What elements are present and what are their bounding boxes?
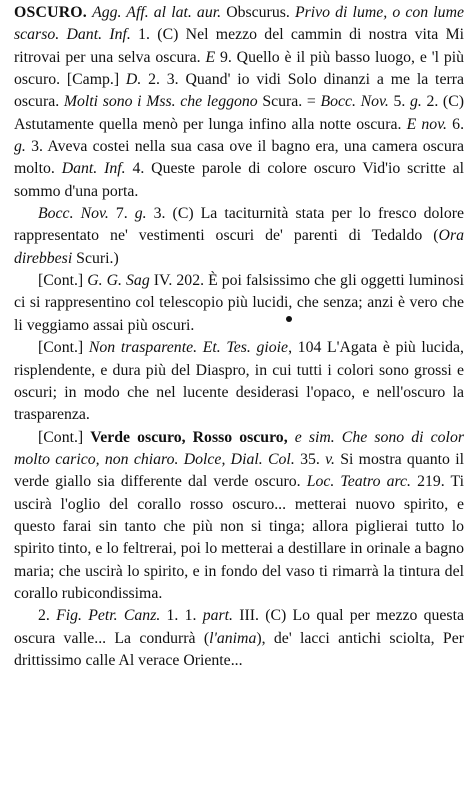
text-run: [Cont.] bbox=[38, 272, 88, 290]
text-run: Non trasparente. Et. Tes. gioie bbox=[88, 339, 289, 357]
text-run: [Cont.] bbox=[38, 339, 89, 357]
text-run: part. bbox=[202, 607, 234, 625]
text-run: 2. bbox=[38, 607, 57, 625]
text-run: Agg. Aff. al lat. aur. bbox=[92, 4, 222, 21]
headword: OSCURO. bbox=[14, 4, 87, 21]
text-run: 3. (C) La taciturnità stata per lo fresco dolore rappresentato ne' vestimenti oscuri de' parenti di Tedaldo ( bbox=[14, 205, 464, 245]
text-run: 4. Queste parole di colore oscuro Vid'io scritte al sommo d'una porta. bbox=[14, 160, 464, 200]
text-run: 1. 1. bbox=[160, 607, 203, 625]
text-run: l'anima bbox=[209, 629, 257, 647]
ink-dot bbox=[286, 316, 292, 322]
text-run: 219. Ti uscirà l'oglio del corallo rosso oscuro... metterai nuovo spirito, e questo farai sin tanto che più non si tinga; allora piglierai tutto lo spirito tinto, e lo feltrerai, poi lo metterai a destillare in orinale a bagno maria; che uscirà lo spirito, e in fondo del vaso ti rimarrà la tintura del corallo rubicondissima. bbox=[14, 473, 464, 602]
entry-paragraph-non-trasparente bbox=[14, 337, 464, 426]
text-run: 35. bbox=[294, 450, 326, 468]
entry-paragraph-definition bbox=[14, 2, 464, 203]
text-run: 3. Aveva costei nella sua casa ove il bagno era, una camera oscura molto. bbox=[14, 138, 464, 178]
text-run: Ora direbbesi bbox=[14, 227, 464, 267]
text-run: Obscurus. bbox=[221, 4, 295, 21]
text-run: Scura. = bbox=[257, 93, 321, 111]
text-run: E bbox=[205, 48, 216, 66]
text-run: 2. (C) Astutamente quella menò per lunga infino alla notte oscura. bbox=[14, 93, 464, 133]
text-run: Dant. Inf. bbox=[61, 160, 126, 178]
text-run: D. bbox=[125, 71, 142, 89]
text-run: 6. bbox=[447, 115, 465, 133]
text-run: Bocc. Nov. bbox=[320, 93, 389, 111]
text-run: Verde oscuro, Rosso oscuro, bbox=[90, 428, 288, 446]
text-run: 2. 3. Quand' io vidi Solo dinanzi a me la terra oscura. bbox=[14, 71, 464, 111]
text-run: Bocc. Nov. bbox=[38, 205, 109, 223]
text-run: 1. (C) Nel mezzo del cammin di nostra vita Mi ritrovai per una selva oscura. bbox=[14, 26, 465, 66]
text-run: ), de' lacci antichi sciolta, Per drittissimo calle Al verace Oriente... bbox=[14, 629, 464, 669]
text-run: E nov. bbox=[406, 115, 447, 133]
text-run: Fig. Petr. Canz. bbox=[56, 607, 161, 625]
text-run: , 104 L'Agata è più lucida, risplendente, e dura più del Diaspro, in cui tutti i colori sono grossi e oscuri; in modo che nel lucente desiderasi l'opaco, e nell'oscuro la trasparenza. bbox=[14, 339, 464, 424]
text-run: IV. 202. È poi falsissimo che gli oggetti luminosi ci si rappresentino col telescopio più lucidi, che senza; anzi è vero che li veggiamo assai più oscuri. bbox=[14, 272, 464, 334]
text-run: g. bbox=[409, 93, 422, 111]
text-run: g. bbox=[14, 138, 26, 156]
text-run: 9. Quello è il più basso luogo, e 'l più oscuro. [Camp.] bbox=[14, 48, 465, 89]
text-run: v. bbox=[325, 450, 335, 468]
text-run: g. bbox=[134, 205, 147, 223]
entry-paragraph-verde-oscuro bbox=[14, 427, 464, 606]
text-run: 7. bbox=[108, 205, 135, 223]
text-run: Molti sono i Mss. che leggono bbox=[63, 93, 258, 111]
text-run: III. (C) Lo qual per mezzo questa oscura valle... La condurrà ( bbox=[14, 607, 464, 647]
text-run: [Cont.] bbox=[38, 428, 91, 446]
text-run: 5. bbox=[388, 93, 410, 111]
text-run: Si mostra quanto il verde giallo sia differente dal verde oscuro. bbox=[14, 450, 464, 491]
text-run: G. G. Sag bbox=[87, 272, 150, 290]
text-run: Loc. Teatro arc. bbox=[306, 473, 411, 491]
text-run: Scuri.) bbox=[72, 249, 119, 267]
text-run: Privo di lume, o con lume scarso. Dant. Inf. bbox=[14, 4, 464, 44]
entry-paragraph-bocc-example bbox=[14, 203, 464, 270]
text-run: e sim. Che sono di color molto carico, non chiaro. Dolce, Dial. Col. bbox=[14, 428, 464, 468]
entry-paragraph-galileo-example bbox=[14, 270, 464, 337]
entry-paragraph-figurative bbox=[14, 605, 464, 672]
